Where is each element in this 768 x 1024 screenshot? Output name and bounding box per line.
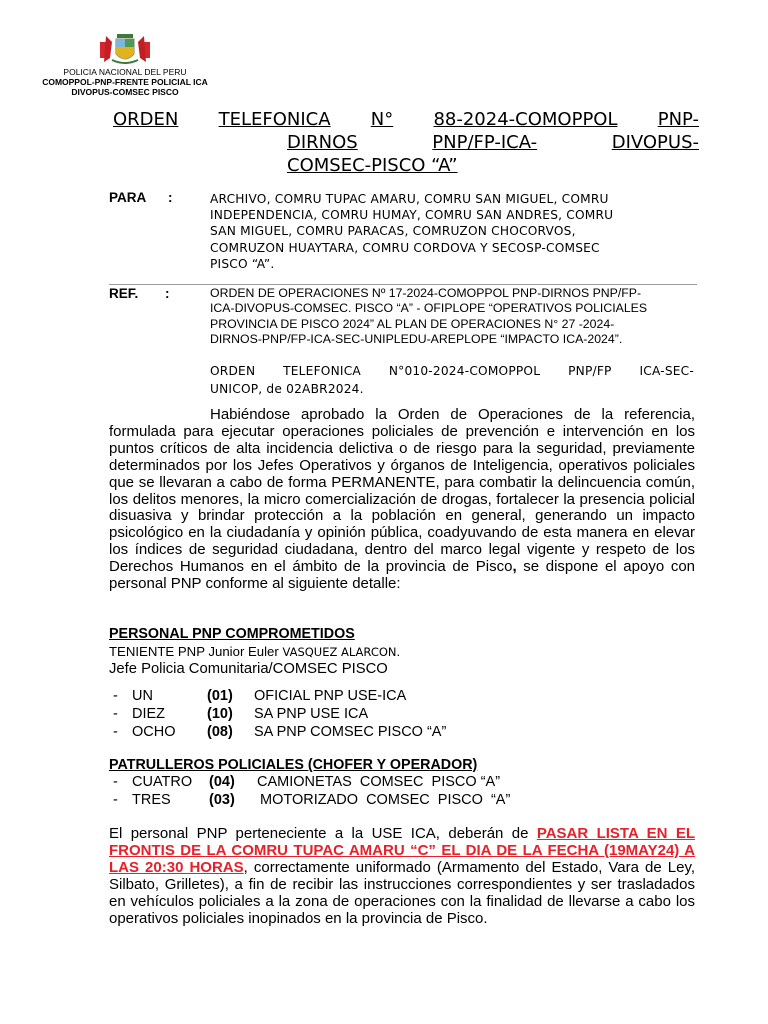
list-description: SA PNP USE ICA <box>254 706 369 722</box>
list-quantity-number: (03) <box>209 792 235 808</box>
ref-divider <box>109 284 697 285</box>
list-dash: - <box>113 724 118 740</box>
closing-paragraph <box>109 826 695 927</box>
title-word: TELEFONICA <box>218 109 331 130</box>
body-text-end: se dispone el apoyo con personal PNP conforme al siguiente detalle: <box>109 558 696 593</box>
personal-chief-role: Jefe Policia Comunitaria/COMSEC PISCO <box>109 661 388 677</box>
closing-text-start: El personal PNP perteneciente a la USE ICA, deberán de <box>109 825 537 842</box>
list-description: MOTORIZADO COMSEC PISCO “A” <box>260 792 511 808</box>
title-word: DIRNOS <box>287 132 358 153</box>
header-frente: COMOPPOL-PNP-FRENTE POLICIAL ICA <box>42 77 208 87</box>
ref-line: PROVINCIA DE PISCO 2024” AL PLAN DE OPERACIONES N° 27 -2024- <box>210 316 615 331</box>
chief-period: . <box>396 644 401 659</box>
list-item <box>113 705 513 723</box>
ref2-word: ORDEN <box>210 364 256 378</box>
list-item <box>113 773 553 791</box>
list-description: CAMIONETAS COMSEC PISCO “A” <box>257 774 501 790</box>
list-quantity-number: (10) <box>207 706 233 722</box>
para-recipients <box>210 191 670 272</box>
title-word: 88-2024-COMOPPOL <box>433 109 618 130</box>
title-word: PNP- <box>657 109 699 130</box>
muster-instruction-highlight: PASAR LISTA EN EL FRONTIS DE LA COMRU TUPAC AMARU “C” EL DIA DE LA FECHA (19MAY24) A LAS 20:30 HORAS <box>109 825 695 876</box>
list-quantity-word: OCHO <box>132 724 176 740</box>
ref-line: ICA-DIVOPUS-COMSEC. PISCO “A” - OFIPLOPE “OPERATIVOS POLICIALES <box>210 301 648 316</box>
ref2-word: PNP/FP <box>568 364 612 378</box>
list-description: OFICIAL PNP USE-ICA <box>254 688 407 704</box>
list-dash: - <box>113 792 118 808</box>
document-title <box>113 108 699 177</box>
ref2-word: N°010-2024-COMOPPOL <box>388 364 541 378</box>
ref-line: DIRNOS-PNP/FP-ICA-SEC-UNIPLEDU-AREPLOPE “IMPACTO ICA-2024”. <box>210 331 623 346</box>
title-word: DIVOPUS- <box>611 132 699 153</box>
body-bold-comma: , <box>512 558 517 576</box>
list-quantity-word: CUATRO <box>132 774 193 790</box>
title-line-2 <box>287 131 699 154</box>
list-quantity-word: DIEZ <box>132 706 166 722</box>
chief-surname: VASQUEZ ALARCON <box>282 645 397 659</box>
header-institution: POLICIA NACIONAL DEL PERU <box>63 67 187 77</box>
para-colon: : <box>168 190 173 205</box>
header-division: DIVOPUS-COMSEC PISCO <box>71 87 179 97</box>
list-quantity-number: (04) <box>209 774 235 790</box>
ref-operations-order <box>210 286 696 347</box>
list-item <box>113 723 513 741</box>
title-word: PNP/FP-ICA- <box>432 132 538 153</box>
para-line: ARCHIVO, COMRU TUPAC AMARU, COMRU SAN MIGUEL, COMRU <box>210 192 609 206</box>
ref2-word: TELEFONICA <box>283 364 361 378</box>
national-crest-icon <box>98 32 152 66</box>
list-dash: - <box>113 706 118 722</box>
body-text: aprobado la Orden de Operaciones de la referencia, formulada para ejecutar operaciones policiales de prevención e intervención en los puntos críticos de alta incidencia delictiva o de riesgo para la seguridad, previamente determinados por los Jefes Operativos y órganos de Inteligencia, operativos policiales que se llevaran a cabo de forma PERMANENTE, para combatir la delincuencia común, los delitos menores, la micro comercialización de drogas, fortalecer la presencia policial disuasiva y brindar protección a la población en general, generando un impacto psicológico en la ciudadanía y opinión pública, coadyuvando de esta manera en elevar los índices de seguridad ciudadana, dentro del marco legal vigente y respeto de los Derechos Humanos en el ámbito de la provincia de Pisco <box>109 406 695 576</box>
title-word: ORDEN <box>113 109 179 130</box>
title-word: N° <box>370 109 394 130</box>
list-quantity-word: TRES <box>132 792 171 808</box>
ref2-line-2: UNICOP, de 02ABR2024. <box>210 382 364 396</box>
personal-chief <box>109 644 400 659</box>
ref-colon: : <box>165 286 170 301</box>
ref2-line-1 <box>210 362 694 380</box>
list-description: SA PNP COMSEC PISCO “A” <box>254 724 447 740</box>
patrol-heading: PATRULLEROS POLICIALES (CHOFER Y OPERADOR) <box>109 757 478 773</box>
list-quantity-number: (01) <box>207 688 233 704</box>
para-line: PISCO “A”. <box>210 256 275 271</box>
para-line: COMRUZON HUAYTARA, COMRU CORDOVA Y SECOSP-COMSEC <box>210 240 600 255</box>
ref-line: ORDEN DE OPERACIONES Nº 17-2024-COMOPPOL PNP-DIRNOS PNP/FP- <box>210 286 642 300</box>
list-dash: - <box>113 774 118 790</box>
ref2-word: ICA-SEC- <box>639 364 694 378</box>
para-label: PARA <box>109 190 147 205</box>
ref-telephone-order <box>210 362 694 398</box>
personal-list <box>113 687 513 741</box>
list-dash: - <box>113 688 118 704</box>
chief-rank-name: TENIENTE PNP Junior Euler <box>109 644 283 659</box>
list-quantity-word: UN <box>132 688 153 704</box>
para-line: SAN MIGUEL, COMRU PARACAS, COMRUZON CHOCORVOS, <box>210 224 576 239</box>
body-paragraph <box>109 407 695 593</box>
list-item <box>113 687 513 705</box>
closing-text-end: , correctamente uniformado (Armamento del Estado, Vara de Ley, Silbato, Grilletes), a fin de recibir las instrucciones correspondientes y ser trasladados en vehículos policiales a la zona de operaciones con la finalidad de llevarse a cabo los operativos policiales inopinados en la provincia de Pisco. <box>109 858 696 927</box>
title-line-1 <box>113 108 699 131</box>
personal-heading: PERSONAL PNP COMPROMETIDOS <box>109 626 355 642</box>
list-quantity-number: (08) <box>207 724 233 740</box>
title-line-3: COMSEC-PISCO “A” <box>287 155 458 176</box>
ref-label: REF. <box>109 286 139 301</box>
body-text-start: Habiéndose <box>210 406 291 423</box>
list-item <box>113 791 553 809</box>
patrol-list <box>113 773 553 809</box>
para-line: INDEPENDENCIA, COMRU HUMAY, COMRU SAN ANDRES, COMRU <box>210 208 614 223</box>
